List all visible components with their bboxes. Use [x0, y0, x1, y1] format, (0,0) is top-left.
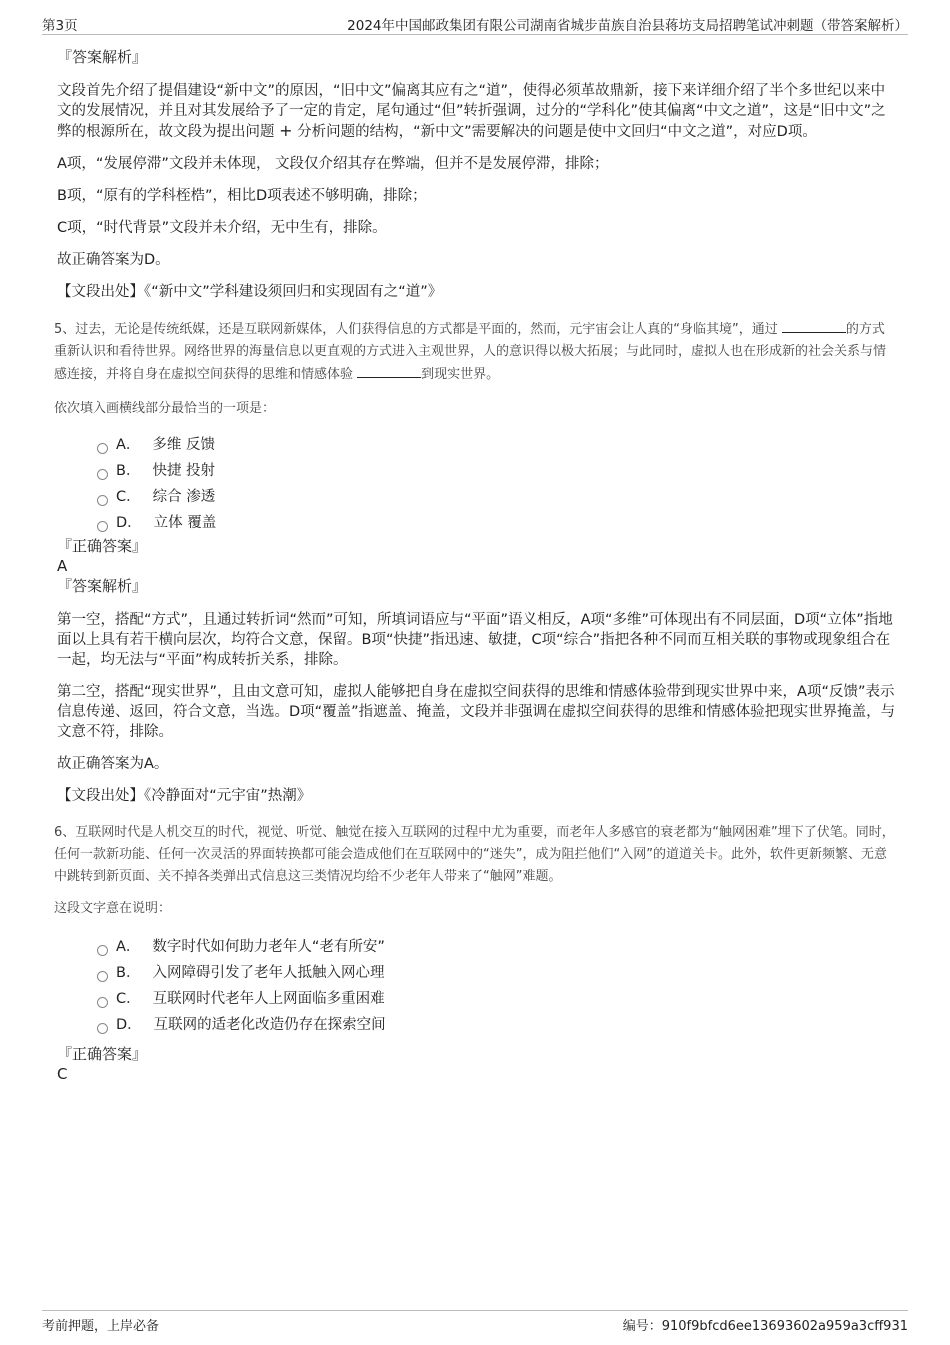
q6-option-a[interactable]: A． 数字时代如何助力老年人“老有所安” [97, 934, 897, 960]
q5-option-d[interactable]: D． 立体 覆盖 [97, 510, 897, 536]
q6-correct-label: 『正确答案』 [57, 1045, 148, 1063]
q4-source: 【文段出处】《“新中文”学科建设须回归和实现固有之“道”》 [57, 284, 443, 300]
radio-icon[interactable] [97, 495, 108, 506]
q5-source: 【文段出处】《冷静面对“元宇宙”热潮》 [57, 788, 312, 804]
q6-stem: 6、互联网时代是人机交互的时代，视觉、听觉、触觉在接入互联网的过程中尤为重要，而老年人多感官的衰老都为“触网困难”埋下了伏笔。同时，任何一款新功能、任何一次灵活的界面转换都可能会造成他们在互联网中的“迷失”，成为阻拦他们“入网”的道道关卡。此外，软件更新频繁、无意中跳转到新页面、关不掉各类弹出式信息这三类情况均给不少老年人带来了“触网”难题。 [54, 825, 895, 884]
plus-symbol: + [279, 121, 293, 140]
document-title: 2024年中国邮政集团有限公司湖南省城步苗族自治县蒋坊支局招聘笔试冲刺题（带答案解析） [347, 18, 908, 34]
footer-slogan: 考前押题，上岸必备 [42, 1319, 160, 1334]
page-number: 第3页 [42, 18, 78, 34]
radio-icon[interactable] [97, 971, 108, 982]
page-header [42, 14, 908, 35]
q5-correct-answer: A [57, 557, 68, 575]
q4-option-a-analysis: A项，“发展停滞”文段并未体现， 文段仅介绍其存在弊端，但并不是发展停滞，排除； [57, 156, 609, 172]
radio-icon[interactable] [97, 997, 108, 1008]
q5-correct-label: 『正确答案』 [57, 537, 148, 555]
radio-icon[interactable] [97, 521, 108, 532]
q4-analysis-label: 『答案解析』 [57, 48, 148, 66]
q6-option-c[interactable]: C． 互联网时代老年人上网面临多重困难 [97, 986, 897, 1012]
q4-analysis-para: 文段首先介绍了提倡建设“新中文”的原因，“旧中文”偏离其应有之“道”，使得必须革故鼎新，接下来详细介绍了半个多世纪以来中文的发展情况，并且对其发展给予了一定的肯定，尾句通过“但”转折强调，过分的“学科化”使其偏离“中文之道”，这是“旧中文”之弊的根源所在，故文段为提出问题 + 分析问题的结构，“新中文”需要解决的问题是使中文回归“中文之道”，对应D项。 [57, 83, 886, 140]
q5-options [57, 432, 897, 536]
q5-answer: 故正确答案为A。 [57, 756, 169, 772]
fill-blank-2 [357, 363, 421, 378]
q5-stem: 5、过去，无论是传统纸媒，还是互联网新媒体，人们获得信息的方式都是平面的，然而，元宇宙会让人真的“身临其境”，通过 的方式重新认识和看待世界。网络世界的海量信息以更直观的方式进入主观世界，人的意识得以极大拓展；与此同时，虚拟人也在形成新的社会关系与情感连接，并将自身在虚拟空间获得的思维和情感体验 到现实世界。 [54, 318, 897, 386]
q4-option-c-analysis: C项，“时代背景”文段并未介绍，无中生有，排除。 [57, 220, 387, 236]
fill-blank-1 [782, 318, 846, 333]
q5-prompt: 依次填入画横线部分最恰当的一项是： [54, 401, 276, 416]
radio-icon[interactable] [97, 443, 108, 454]
page-footer [42, 1310, 908, 1334]
q5-analysis-para1: 第一空，搭配“方式”，且通过转折词“然而”可知，所填词语应与“平面”语义相反，A项“多维”可体现出有不同层面，D项“立体”指地面以上具有若干横向层次，均符合文意，保留。B项“快捷”指迅速、敏捷，C项“综合”指把各种不同而互相关联的事物或现象组合在一起，均无法与“平面”构成转折关系，排除。 [57, 612, 893, 668]
q5-analysis-label: 『答案解析』 [57, 577, 148, 595]
q6-correct-answer: C [57, 1065, 68, 1083]
radio-icon[interactable] [97, 945, 108, 956]
q6-option-d[interactable]: D． 互联网的适老化改造仍存在探索空间 [97, 1012, 897, 1038]
radio-icon[interactable] [97, 1023, 108, 1034]
q5-option-c[interactable]: C． 综合 渗透 [97, 484, 897, 510]
q5-option-a[interactable]: A． 多维 反馈 [97, 432, 897, 458]
q5-option-b[interactable]: B． 快捷 投射 [97, 458, 897, 484]
q5-analysis-para2: 第二空，搭配“现实世界”，且由文意可知，虚拟人能够把自身在虚拟空间获得的思维和情感体验带到现实世界中来，A项“反馈”表示信息传递、返回，符合文意，当选。D项“覆盖”指遮盖、掩盖，文段并非强调在虚拟空间获得的思维和情感体验把现实世界掩盖，与文意不符，排除。 [57, 684, 896, 740]
q6-options [57, 934, 897, 1038]
q4-option-b-analysis: B项，“原有的学科桎梏”，相比D项表述不够明确，排除； [57, 188, 427, 204]
q6-prompt: 这段文字意在说明： [54, 901, 172, 916]
page-content [54, 44, 897, 1084]
q4-answer: 故正确答案为D。 [57, 252, 170, 268]
q6-option-b[interactable]: B． 入网障碍引发了老年人抵触入网心理 [97, 960, 897, 986]
document-code: 编号：910f9bfcd6ee13693602a959a3cff931 [622, 1319, 908, 1334]
radio-icon[interactable] [97, 469, 108, 480]
